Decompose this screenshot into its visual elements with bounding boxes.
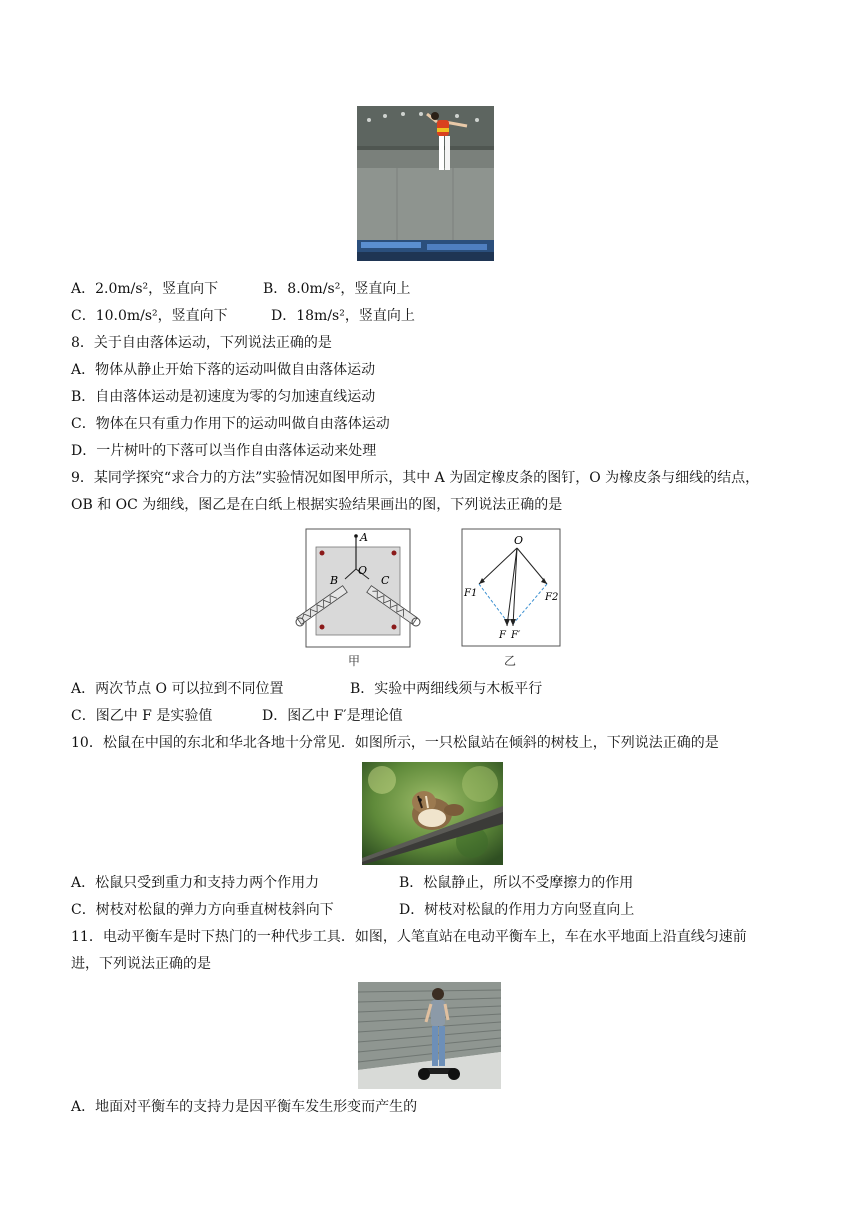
q8-option-d: D．一片树叶的下落可以当作自由落体运动来处理 bbox=[71, 443, 377, 459]
q9-caption-yi: 乙 bbox=[504, 654, 517, 668]
q9-figure-yi bbox=[461, 528, 561, 648]
yi-label-f-prime: F′ bbox=[511, 630, 521, 641]
q8-stem: 8．关于自由落体运动，下列说法正确的是 bbox=[71, 335, 332, 351]
yi-label-f: F bbox=[499, 630, 506, 641]
q7-option-d: D．18m/s²，竖直向上 bbox=[271, 308, 415, 324]
q9-stem-line2: OB 和 OC 为细线，图乙是在白纸上根据实验结果画出的图，下列说法正确的是 bbox=[71, 497, 563, 513]
q9-option-c: C．图乙中 F 是实验值 bbox=[71, 708, 213, 724]
yi-label-f2: F2 bbox=[545, 592, 559, 603]
q9-option-d: D．图乙中 F′是理论值 bbox=[262, 708, 403, 724]
q9-option-b: B．实验中两细线须与木板平行 bbox=[350, 681, 543, 697]
q7-option-a: A．2.0m/s²，竖直向下 bbox=[71, 281, 219, 297]
q10-stem: 10．松鼠在中国的东北和华北各地十分常见．如图所示，一只松鼠站在倾斜的树枝上，下列说法正确的是 bbox=[71, 735, 719, 751]
q10-option-b: B．松鼠静止，所以不受摩擦力的作用 bbox=[399, 875, 634, 891]
trampoline-photo bbox=[357, 106, 494, 261]
q9-caption-jia: 甲 bbox=[348, 654, 361, 668]
balance-scooter-photo bbox=[358, 982, 501, 1089]
squirrel-photo bbox=[362, 762, 503, 865]
q10-option-c: C．树枝对松鼠的弹力方向垂直树枝斜向下 bbox=[71, 902, 334, 918]
q11-stem-line1: 11．电动平衡车是时下热门的一种代步工具．如图，人笔直站在电动平衡车上，车在水平地面上沿直线匀速前 bbox=[71, 929, 747, 945]
q10-option-a: A．松鼠只受到重力和支持力两个作用力 bbox=[71, 875, 320, 891]
q9-figure-jia bbox=[292, 527, 422, 662]
q11-option-a: A．地面对平衡车的支持力是因平衡车发生形变而产生的 bbox=[71, 1099, 418, 1115]
q7-option-b: B．8.0m/s²，竖直向上 bbox=[263, 281, 411, 297]
q10-option-d: D．树枝对松鼠的作用力方向竖直向上 bbox=[399, 902, 635, 918]
jia-label-b: B bbox=[330, 574, 339, 587]
jia-label-c: C bbox=[381, 574, 390, 587]
q7-option-c: C．10.0m/s²，竖直向下 bbox=[71, 308, 228, 324]
jia-label-o: O bbox=[358, 564, 368, 577]
q8-option-c: C．物体在只有重力作用下的运动叫做自由落体运动 bbox=[71, 416, 390, 432]
q9-option-a: A．两次节点 O 可以拉到不同位置 bbox=[71, 681, 284, 697]
q8-option-b: B．自由落体运动是初速度为零的匀加速直线运动 bbox=[71, 389, 376, 405]
yi-label-f1: F1 bbox=[464, 588, 478, 599]
q8-option-a: A．物体从静止开始下落的运动叫做自由落体运动 bbox=[71, 362, 376, 378]
yi-label-o: O bbox=[514, 534, 524, 547]
jia-label-a: A bbox=[360, 531, 368, 544]
q11-stem-line2: 进，下列说法正确的是 bbox=[71, 956, 211, 972]
q9-stem-line1: 9．某同学探究“求合力的方法”实验情况如图甲所示，其中 A 为固定橡皮条的图钉，O 为橡皮条与细线的结点， bbox=[71, 470, 760, 486]
